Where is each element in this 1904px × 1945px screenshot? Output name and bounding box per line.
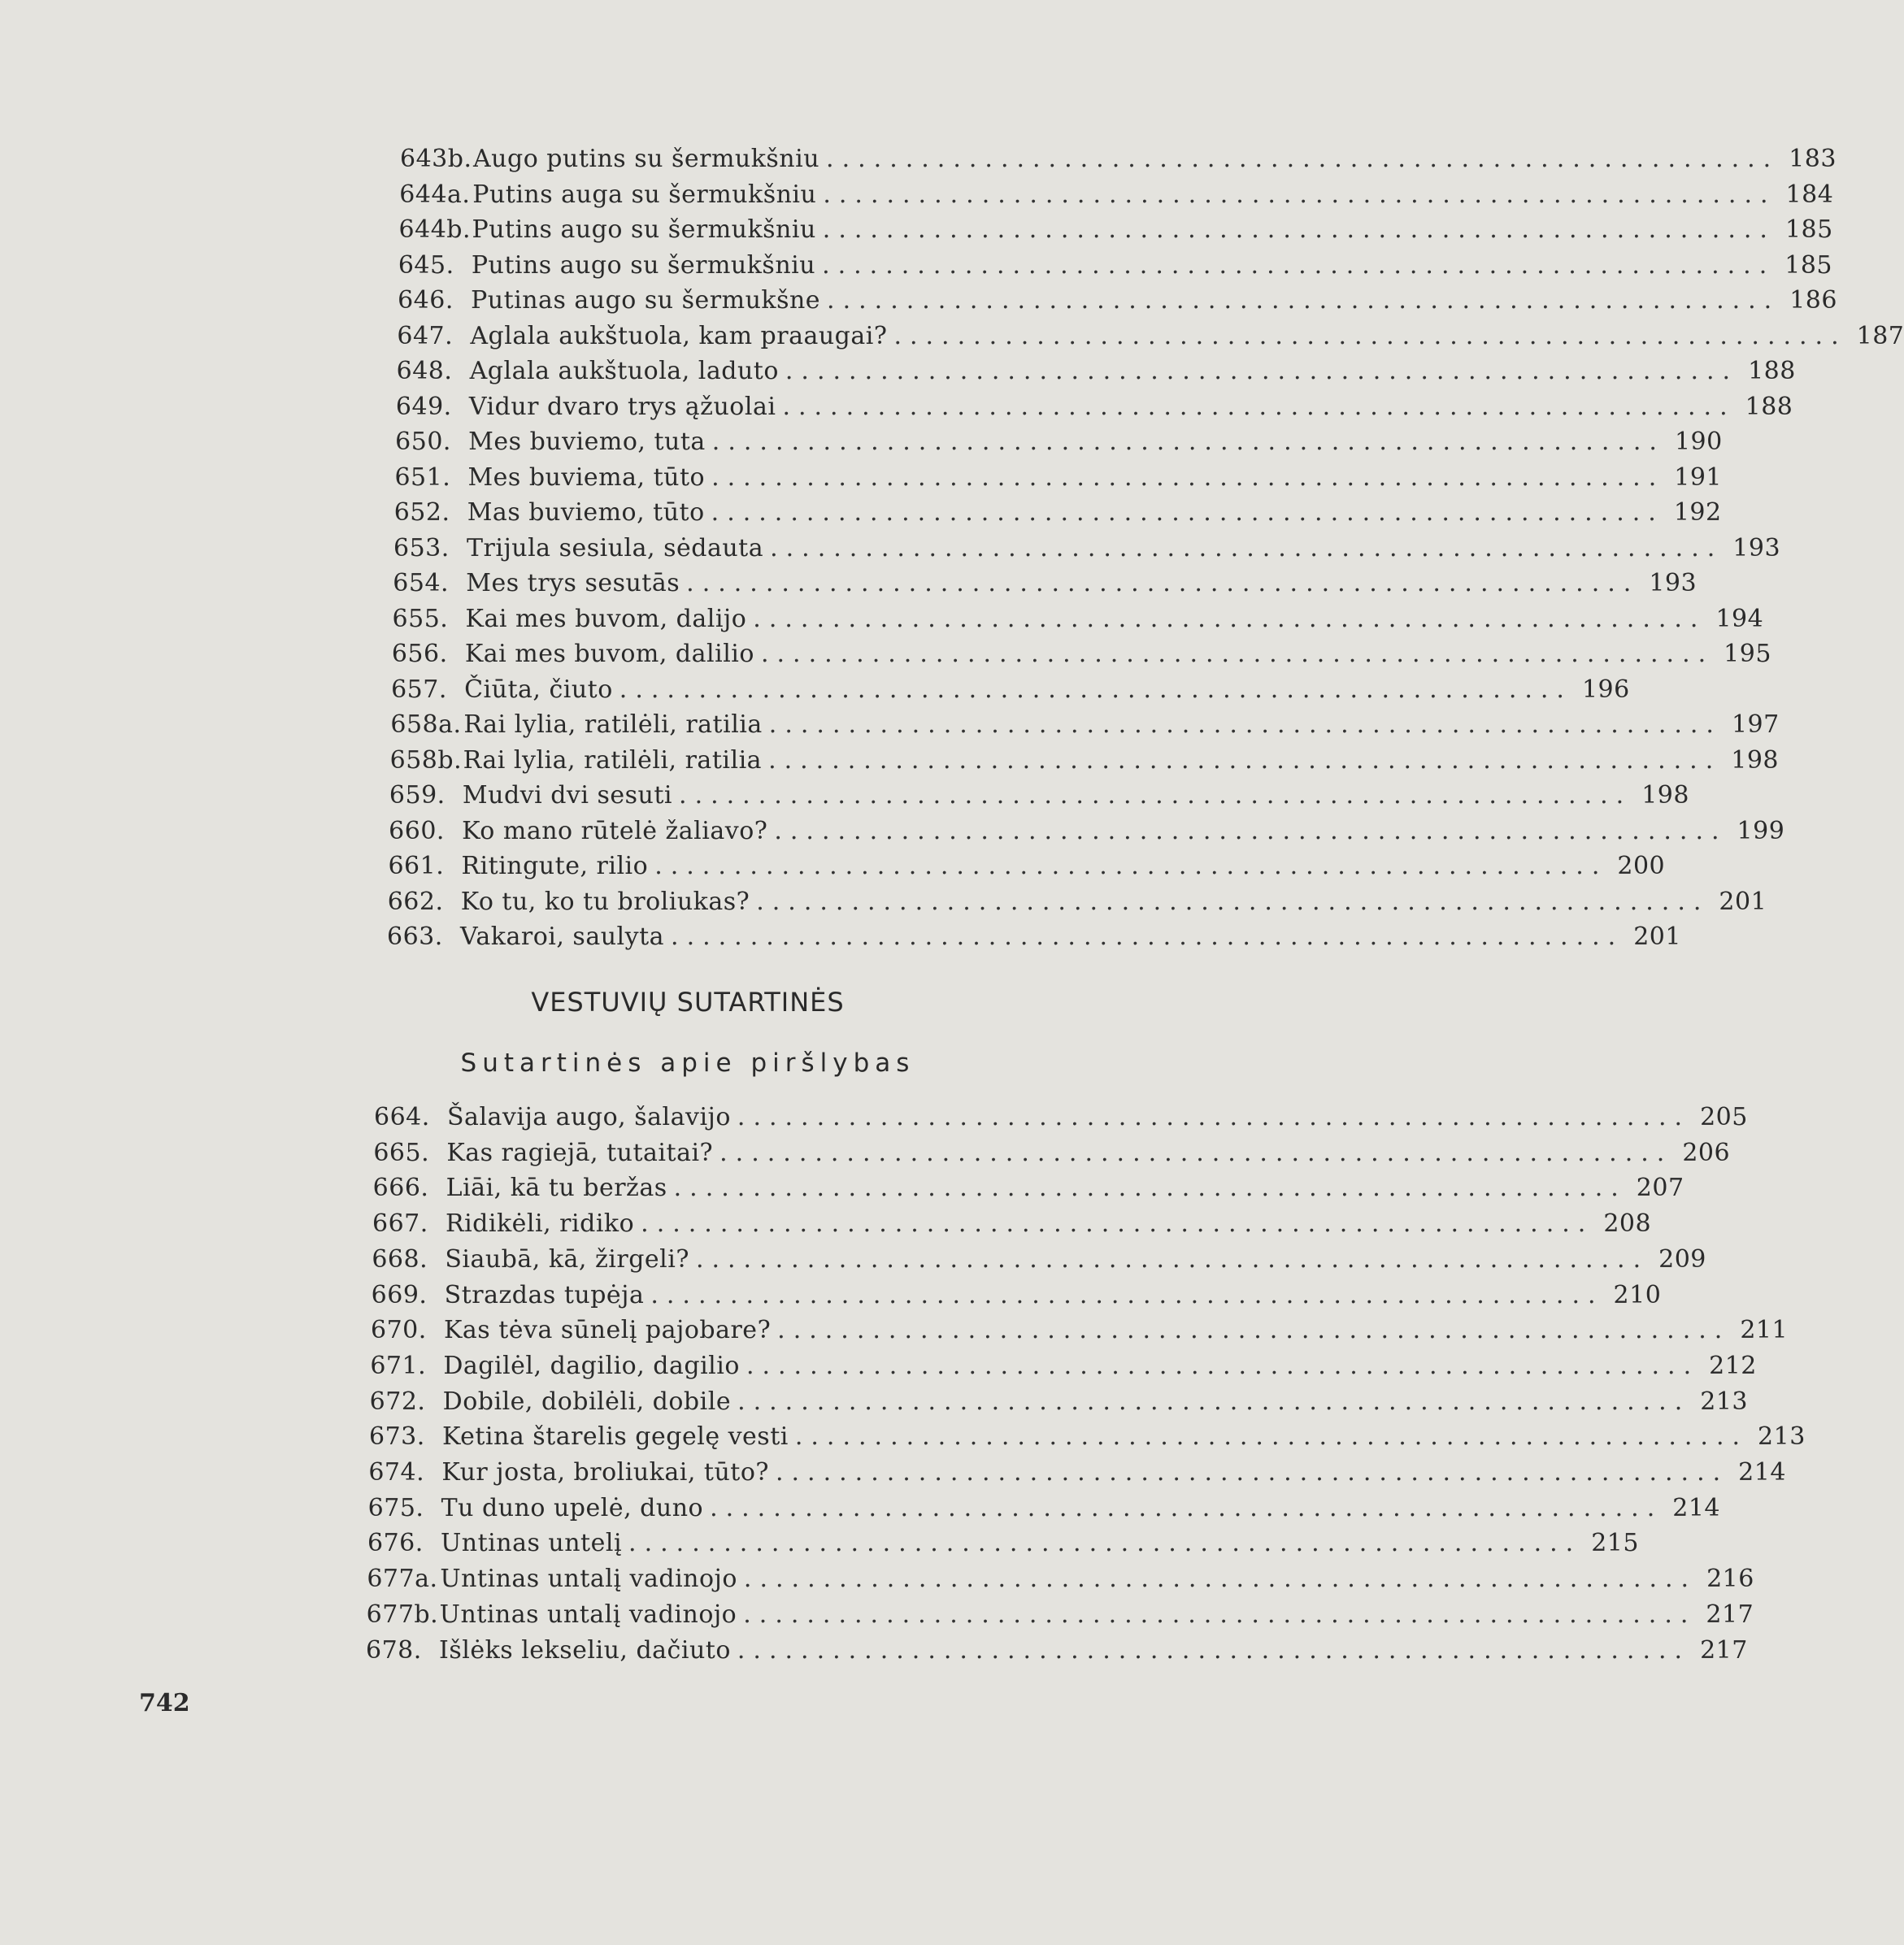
dot-leader: ............................................................ xyxy=(711,428,1665,456)
dot-leader: ............................................................ xyxy=(822,250,1776,280)
toc-entry xyxy=(390,710,1780,739)
dot-leader: ............................................................ xyxy=(823,180,1776,209)
dot-leader: ............................................................ xyxy=(743,1600,1697,1629)
dot-leader: ............................................................ xyxy=(650,1280,1604,1309)
entry-page-number: 205 xyxy=(1700,1103,1748,1131)
dot-leader: ............................................................ xyxy=(711,498,1664,527)
entry-page-number: 193 xyxy=(1649,569,1698,597)
entry-page-number: 199 xyxy=(1737,816,1785,845)
entry-number: 663. xyxy=(387,923,443,951)
entry-number: 664. xyxy=(374,1103,430,1131)
entry-title: Strazdas tupėja xyxy=(444,1280,645,1309)
toc-entry xyxy=(391,675,1630,704)
entry-page-number: 212 xyxy=(1709,1351,1757,1380)
toc-entry xyxy=(387,887,1767,916)
toc-entry xyxy=(387,923,1681,951)
entry-title: Mas buviemo, tūto xyxy=(467,498,705,527)
entry-title: Vakaroi, saulyta xyxy=(460,923,665,951)
entry-number: 671. xyxy=(370,1351,427,1380)
entry-page-number: 213 xyxy=(1758,1422,1806,1452)
dot-leader: ............................................................ xyxy=(753,604,1706,633)
entry-title: Putinas augo su šermukšne xyxy=(471,286,821,315)
entry-number: 672. xyxy=(369,1387,426,1416)
dot-leader: ............................................................ xyxy=(782,392,1736,421)
entry-title: Untinas untelį xyxy=(441,1529,623,1558)
entry-title: Rai lylia, ratilėli, ratilia xyxy=(463,745,763,775)
dot-leader: ............................................................ xyxy=(673,1174,1627,1203)
entry-number: 660. xyxy=(389,816,445,845)
toc-entry xyxy=(394,462,1723,492)
entry-title: Untinas untalį vadinojo xyxy=(439,1600,737,1629)
dot-leader: ............................................................ xyxy=(746,1351,1700,1380)
entry-page-number: 208 xyxy=(1603,1209,1652,1239)
entry-title: Išlėks lekseliu, dačiuto xyxy=(439,1635,731,1665)
toc-entry xyxy=(397,321,1904,350)
entry-title: Ridikėli, ridiko xyxy=(446,1209,635,1239)
entry-title: Tu duno upelė, duno xyxy=(441,1493,704,1522)
dot-leader: ............................................................ xyxy=(711,462,1665,492)
entry-title: Putins auga su šermukšniu xyxy=(472,180,817,209)
entry-title: Siaubā, kā, žirgeli? xyxy=(445,1244,689,1274)
entry-title: Untinas untalį vadinojo xyxy=(440,1565,737,1594)
entry-title: Rai lylia, ratilėli, ratilia xyxy=(463,710,763,739)
dot-leader: ............................................................ xyxy=(775,1458,1729,1487)
subsection-heading: Sutartinės apie piršlybas xyxy=(460,1048,915,1078)
entry-number: 655. xyxy=(392,604,449,633)
entry-number: 673. xyxy=(369,1422,425,1452)
entry-page-number: 191 xyxy=(1674,462,1723,492)
toc-entry xyxy=(389,781,1689,810)
entry-page-number: 216 xyxy=(1706,1565,1754,1594)
toc-entry xyxy=(373,1138,1731,1167)
toc-entry xyxy=(372,1209,1652,1239)
dot-leader: ............................................................ xyxy=(794,1422,1749,1452)
entry-title: Trijula sesiula, sėdauta xyxy=(467,533,764,562)
entry-page-number: 217 xyxy=(1700,1635,1748,1665)
entry-page-number: 206 xyxy=(1682,1138,1731,1167)
dot-leader: ............................................................ xyxy=(893,321,1847,350)
toc-entry xyxy=(393,569,1698,597)
toc-entry xyxy=(396,357,1796,385)
entry-page-number: 194 xyxy=(1715,604,1764,633)
entry-number: 652. xyxy=(393,498,450,527)
entry-title: Aglala aukštuola, laduto xyxy=(469,357,779,385)
entry-page-number: 213 xyxy=(1700,1387,1749,1416)
entry-page-number: 198 xyxy=(1641,781,1689,810)
dot-leader: ............................................................ xyxy=(777,1316,1731,1345)
entry-number: 661. xyxy=(388,852,445,880)
entry-title: Dobile, dobilėli, dobile xyxy=(442,1387,732,1416)
dot-leader: ............................................................ xyxy=(710,1493,1663,1522)
dot-leader: ............................................................ xyxy=(695,1244,1650,1274)
dot-leader: ............................................................ xyxy=(756,887,1710,916)
dot-leader: ............................................................ xyxy=(785,357,1739,385)
toc-entry xyxy=(370,1351,1757,1380)
entry-number: 648. xyxy=(396,357,453,385)
entry-number: 676. xyxy=(367,1529,424,1558)
entry-number: 668. xyxy=(372,1244,428,1274)
entry-page-number: 215 xyxy=(1591,1529,1639,1558)
dot-leader: ............................................................ xyxy=(641,1209,1594,1239)
entry-page-number: 195 xyxy=(1724,640,1771,668)
entry-page-number: 185 xyxy=(1784,215,1833,244)
dot-leader: ............................................................ xyxy=(760,640,1715,668)
entry-number: 677a. xyxy=(367,1565,438,1594)
entry-title: Ritingute, rilio xyxy=(461,852,649,880)
toc-entry xyxy=(393,533,1781,562)
entry-title: Ketina štarelis gegelę vesti xyxy=(442,1422,789,1452)
entry-title: Kas ragiejā, tutaitai? xyxy=(446,1138,714,1167)
toc-entry xyxy=(372,1244,1706,1274)
entry-number: 662. xyxy=(387,887,444,916)
entry-page-number: 210 xyxy=(1613,1280,1662,1309)
entry-title: Liāi, kā tu beržas xyxy=(446,1174,667,1203)
entry-page-number: 188 xyxy=(1745,392,1793,421)
entry-page-number: 197 xyxy=(1731,710,1780,739)
dot-leader: ............................................................ xyxy=(671,923,1624,951)
entry-page-number: 193 xyxy=(1732,533,1781,562)
entry-page-number: 201 xyxy=(1719,887,1767,916)
dot-leader: ............................................................ xyxy=(827,286,1780,315)
entry-title: Mes buviema, tūto xyxy=(467,462,706,492)
entry-number: 669. xyxy=(371,1280,428,1309)
toc-entry xyxy=(391,640,1771,668)
section-heading: VESTUVIŲ SUTARTINĖS xyxy=(531,987,845,1018)
toc-entry xyxy=(398,286,1837,315)
entry-number: 644a. xyxy=(399,180,471,209)
entry-title: Aglala aukštuola, kam praaugai? xyxy=(470,321,888,350)
toc-entry xyxy=(366,1635,1748,1665)
entry-page-number: 183 xyxy=(1789,145,1837,173)
entry-number: 674. xyxy=(368,1458,425,1487)
entry-number: 666. xyxy=(372,1174,429,1203)
entry-title: Šalavija augo, šalavijo xyxy=(447,1103,731,1131)
dot-leader: ............................................................ xyxy=(719,1138,1673,1167)
entry-number: 654. xyxy=(393,569,450,597)
toc-entry xyxy=(367,1565,1754,1594)
entry-number: 650. xyxy=(395,428,451,456)
entry-number: 657. xyxy=(391,675,447,704)
toc-entry xyxy=(369,1387,1749,1416)
entry-title: Čiūta, čiuto xyxy=(464,675,613,704)
dot-leader: ............................................................ xyxy=(737,1387,1691,1416)
entry-number: 653. xyxy=(393,533,450,562)
entry-page-number: 200 xyxy=(1617,852,1666,880)
entry-page-number: 184 xyxy=(1785,180,1834,209)
entry-title: Ko mano rūtelė žaliavo? xyxy=(462,816,768,845)
toc-entry xyxy=(367,1493,1721,1522)
toc-entry xyxy=(388,852,1666,880)
entry-title: Vidur dvaro trys ąžuolai xyxy=(468,392,776,421)
toc-entry xyxy=(395,428,1723,456)
entry-page-number: 214 xyxy=(1738,1458,1786,1487)
toc-entry xyxy=(367,1529,1639,1558)
toc-entry xyxy=(399,180,1834,209)
entry-page-number: 211 xyxy=(1740,1316,1789,1345)
entry-number: 670. xyxy=(371,1316,427,1345)
entry-number: 658a. xyxy=(390,710,462,739)
entry-title: Mes trys sesutās xyxy=(466,569,680,597)
entry-page-number: 214 xyxy=(1672,1493,1721,1522)
toc-entry xyxy=(400,145,1837,173)
entry-page-number: 207 xyxy=(1636,1174,1684,1203)
entry-page-number: 201 xyxy=(1633,923,1681,951)
page-number: 742 xyxy=(139,1689,190,1717)
entry-title: Augo putins su šermukšniu xyxy=(473,145,820,173)
entry-title: Putins augo su šermukšniu xyxy=(472,215,816,244)
entry-title: Kai mes buvom, dalijo xyxy=(465,604,747,633)
entry-number: 678. xyxy=(366,1635,422,1665)
dot-leader: ............................................................ xyxy=(774,816,1728,845)
entry-number: 643b. xyxy=(400,145,472,173)
toc-entry xyxy=(389,816,1785,845)
entry-title: Dagilėl, dagilio, dagilio xyxy=(443,1351,740,1380)
dot-leader: ............................................................ xyxy=(737,1103,1691,1131)
dot-leader: ............................................................ xyxy=(768,710,1722,739)
dot-leader: ............................................................ xyxy=(737,1635,1691,1665)
entry-page-number: 190 xyxy=(1674,428,1723,456)
entry-page-number: 217 xyxy=(1706,1600,1754,1629)
dot-leader: ............................................................ xyxy=(686,569,1640,597)
entry-title: Putins augo su šermukšniu xyxy=(471,250,816,280)
dot-leader: ............................................................ xyxy=(679,781,1632,810)
entry-number: 647. xyxy=(397,321,454,350)
dot-leader: ............................................................ xyxy=(654,852,1608,880)
entry-number: 644b. xyxy=(398,215,472,244)
entry-title: Ko tu, ko tu broliukas? xyxy=(460,887,750,916)
entry-page-number: 198 xyxy=(1731,745,1779,775)
toc-entry xyxy=(395,392,1793,421)
entry-page-number: 186 xyxy=(1789,286,1837,315)
entry-number: 646. xyxy=(398,286,454,315)
toc-entry xyxy=(398,215,1833,244)
entry-page-number: 192 xyxy=(1673,498,1722,527)
toc-entry xyxy=(372,1174,1684,1203)
entry-number: 649. xyxy=(395,392,452,421)
entry-page-number: 187 xyxy=(1856,321,1904,350)
entry-number: 651. xyxy=(394,462,451,492)
entry-number: 675. xyxy=(367,1493,424,1522)
entry-number: 659. xyxy=(389,781,446,810)
entry-number: 677b. xyxy=(366,1600,439,1629)
toc-entry xyxy=(371,1280,1662,1309)
toc-entry xyxy=(374,1103,1748,1131)
dot-leader: ............................................................ xyxy=(768,745,1722,775)
entry-title: Mes buviemo, tuta xyxy=(468,428,706,456)
entry-title: Mudvi dvi sesuti xyxy=(462,781,673,810)
dot-leader: ............................................................ xyxy=(743,1565,1698,1594)
entry-number: 667. xyxy=(372,1209,428,1239)
entry-number: 656. xyxy=(391,640,448,668)
toc-entry xyxy=(392,604,1764,633)
toc-entry xyxy=(366,1600,1754,1629)
toc-entry xyxy=(393,498,1722,527)
entry-page-number: 188 xyxy=(1748,357,1796,385)
dot-leader: ............................................................ xyxy=(619,675,1572,704)
dot-leader: ............................................................ xyxy=(826,145,1780,173)
entry-title: Kas tėva sūnelį pajobare? xyxy=(444,1316,772,1345)
entry-title: Kur josta, broliukai, tūto? xyxy=(441,1458,769,1487)
entry-number: 665. xyxy=(373,1138,430,1167)
dot-leader: ............................................................ xyxy=(628,1529,1582,1558)
toc-entry xyxy=(368,1458,1786,1487)
entry-number: 658b. xyxy=(389,745,463,775)
entry-title: Kai mes buvom, dalilio xyxy=(464,640,754,668)
entry-page-number: 185 xyxy=(1784,250,1832,280)
entry-page-number: 209 xyxy=(1658,1244,1706,1274)
entry-number: 645. xyxy=(398,250,454,280)
dot-leader: ............................................................ xyxy=(770,533,1724,562)
entry-page-number: 196 xyxy=(1581,675,1630,704)
toc-entry xyxy=(398,250,1832,280)
toc-entry xyxy=(389,745,1779,775)
toc-entry xyxy=(371,1316,1789,1345)
toc-entry xyxy=(369,1422,1806,1452)
dot-leader: ............................................................ xyxy=(822,215,1776,244)
